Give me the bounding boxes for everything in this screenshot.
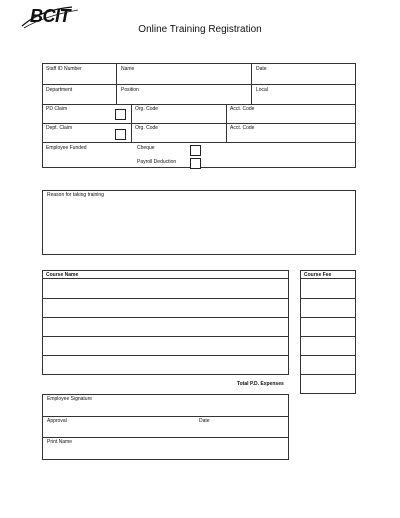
org-code-label-2: Org. Code [135,125,159,131]
course-fee-table [300,270,356,394]
employee-funded-label: Employee Funded [46,145,87,151]
approval-label: Approval [47,418,67,424]
payroll-deduction-label: Payroll Deduction [137,159,177,165]
cheque-checkbox[interactable] [190,145,201,156]
local-label: Local [256,87,268,93]
logo-text: BCIT [30,6,70,26]
page-title: Online Training Registration [138,24,262,35]
total-pd-expenses-label: Total P.D. Expenses [237,381,284,387]
reason-field[interactable] [42,190,356,255]
signature-date-label: Date [199,418,210,424]
dept-claim-checkbox[interactable] [115,129,126,140]
signature-block [42,394,289,460]
course-fee-header: Course Fee [304,272,332,278]
department-label: Department [46,87,73,93]
payroll-deduction-checkbox[interactable] [190,158,201,169]
course-name-header: Course Name [46,272,79,278]
acct-code-label-1: Acct. Code [230,106,255,112]
print-name-label: Print Name [47,439,73,445]
acct-code-label-2: Acct. Code [230,125,255,131]
name-label: Name [121,66,135,72]
reason-label: Reason for taking training [47,192,104,198]
employee-signature-label: Employee Signature [47,396,93,402]
dept-claim-label: Dept. Claim [46,125,73,131]
position-label: Position [121,87,139,93]
pd-claim-checkbox[interactable] [115,109,126,120]
course-name-table [42,270,289,375]
org-code-label-1: Org. Code [135,106,159,112]
cheque-label: Cheque [137,145,155,151]
date-label: Date [256,66,267,72]
staff-id-label: Staff ID Number [46,66,82,72]
pd-claim-label: PD Claim [46,106,68,112]
